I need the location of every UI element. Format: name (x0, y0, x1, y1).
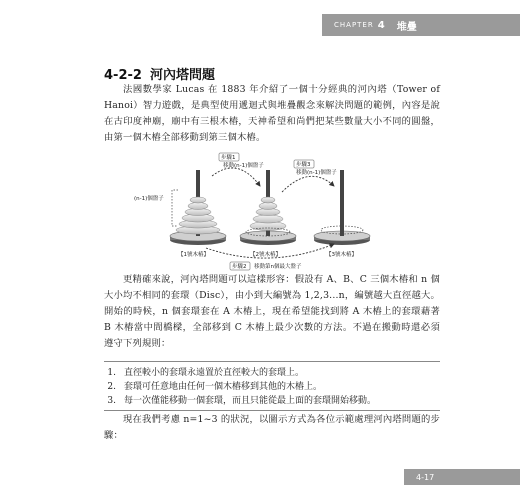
step1-desc: 移動(n-1)個盤子 (223, 163, 264, 169)
rule-item (104, 394, 440, 408)
hanoi-figure (134, 146, 390, 272)
rule-text: 每一次僅能移動一個套環，而且只能從最上面的套環開始移動。 (124, 396, 377, 406)
rule-text: 直徑較小的套環永遠置於直徑較大的套環上。 (124, 368, 305, 378)
chapter-label: CHAPTER (334, 21, 374, 29)
step2-desc: 移動第n個最大盤子 (254, 264, 302, 270)
peg-1-label: 【1號木樁】 (178, 252, 209, 258)
section-title: 河內塔問題 (149, 68, 215, 83)
intro-paragraph: 法國數學家 Lucas 在 1883 年介紹了一個十分經典的河內塔（Tower of Hanoi）智力遊戲，是典型使用遞迴式與堆疊觀念來解決問題的範例，內容是說在古印度神廟，廟中有三根木樁，天神希望和尚們把某些數量大小不同的圓盤，由第一個木樁全部移動到第三個木樁。 (104, 84, 440, 143)
section-number: 4-2-2 (104, 68, 142, 83)
section-heading (104, 64, 215, 83)
step3-desc: 移動(n-1)個盤子 (296, 170, 337, 176)
peg-2-label: 【2號木樁】 (250, 252, 281, 258)
step2-label: 步驟2 (232, 264, 247, 270)
rule-number: 1. (107, 368, 116, 378)
rules-list (104, 361, 440, 411)
rule-item (104, 366, 440, 380)
rule-text: 套環可任意地由任何一個木樁移到其他的木樁上。 (124, 382, 323, 392)
peg-2-disks (250, 197, 286, 231)
peg-1-disks (176, 197, 220, 234)
peg-3-label: 【3號木樁】 (326, 252, 357, 258)
chapter-title: 堆疊 (396, 21, 417, 33)
closing-paragraph: 現在我們考慮 n=1~3 的狀況，以圖示方式為各位示範處理河內塔問題的步驟： (104, 414, 440, 441)
chapter-number: 4 (377, 19, 385, 31)
rule-item (104, 380, 440, 394)
n-minus-1-label: (n-1)個盤子 (134, 196, 164, 202)
rule-number: 3. (107, 396, 116, 406)
page-number: 4-17 (404, 469, 520, 485)
chapter-header (322, 14, 520, 36)
step3-label: 步驟3 (296, 162, 311, 168)
step1-label: 步驟1 (221, 155, 236, 161)
rule-number: 2. (107, 382, 116, 392)
formal-paragraph: 更精確來說，河內塔問題可以這樣形容：假設有 A、B、C 三個木樁和 n 個大小均不相同的套環（Disc），由小到大編號為 1,2,3...n，編號越大直徑越大。開始的時候，n 個套環套在 A 木樁上，現在希望能找到將 A 木樁上的套環藉著 B 木樁當中間橋樑，全部移到 C 木樁上最少次數的方法。不過在搬動時還必須遵守下列規則： (104, 274, 440, 349)
